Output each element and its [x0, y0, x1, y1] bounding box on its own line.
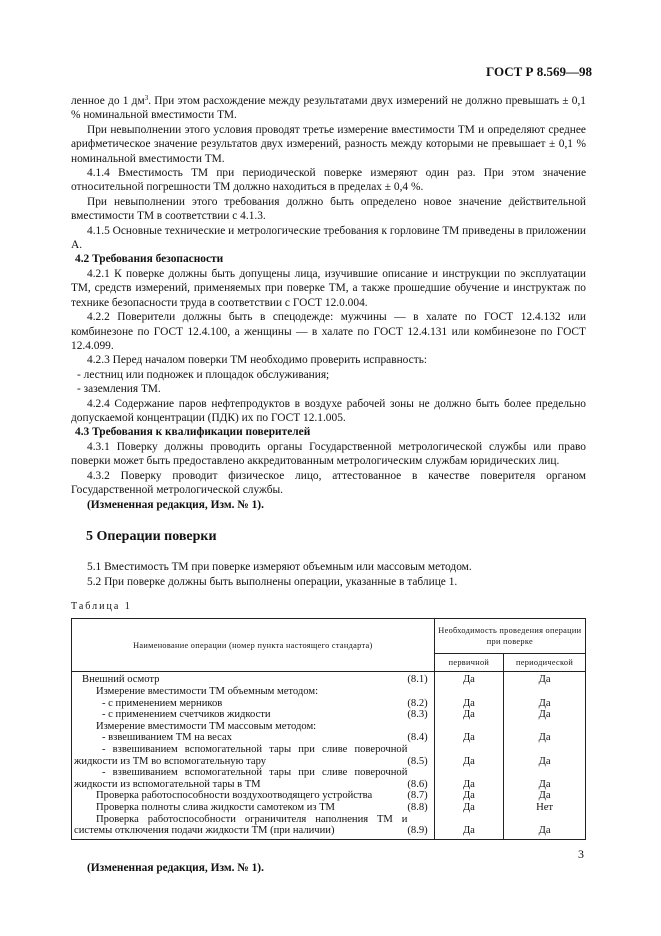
- clause-reference: (8.9): [407, 814, 434, 840]
- periodic-value: Да: [504, 698, 586, 710]
- operation-name: [72, 721, 408, 733]
- primary-value: [434, 686, 503, 698]
- periodic-value: Нет: [504, 802, 586, 814]
- paragraph-text: 4.3 Требования к квалификации поверителей: [75, 426, 311, 439]
- clause-reference: (8.8): [407, 801, 428, 813]
- periodic-value: Да: [504, 767, 586, 790]
- periodic-value: Да: [504, 790, 586, 802]
- paragraph: [71, 368, 586, 382]
- header-primary: первичной: [434, 654, 503, 672]
- periodic-value: Да: [504, 709, 586, 721]
- table-caption: Таблица 1: [71, 601, 132, 612]
- header-operation-name: Наименование операции (номер пункта настоящего стандарта): [72, 619, 435, 672]
- operation-name-text: Проверка работоспособности ограничителя наполнения ТМ и системы отключения подачи жидкости ТМ (при наличии): [74, 813, 408, 837]
- table-row: [72, 686, 586, 698]
- operation-name: [72, 744, 408, 767]
- paragraph-text: 4.3.2 Поверку проводит физическое лицо, аттестованное в качестве поверителя органом Государственной метрологической службы.: [71, 469, 586, 496]
- operations-table: [71, 618, 586, 839]
- clause-reference: (8.3): [407, 709, 428, 721]
- operation-name: [72, 732, 408, 744]
- paragraph: [71, 397, 586, 426]
- paragraph-text: - лестниц или подножек и площадок обслуживания;: [77, 368, 330, 381]
- operation-name-text: - взвешиванием вспомогательной тары при сливе поверочной жидкости из вспомогательной тары в ТМ: [74, 767, 408, 790]
- operation-name-text: Внешний осмотр: [82, 674, 160, 686]
- operation-name-text: Измерение вместимости ТМ массовым методом:: [96, 720, 317, 732]
- table-body: [72, 672, 586, 839]
- table-row: [72, 698, 586, 710]
- primary-value: Да: [434, 790, 503, 802]
- primary-value: Да: [434, 744, 503, 767]
- paragraph: [71, 382, 586, 396]
- paragraph-5-2: 5.2 При поверке должны быть выполнены операции, указанные в таблице 1.: [87, 575, 458, 588]
- primary-value: Да: [434, 698, 503, 710]
- clause-reference: [407, 686, 434, 698]
- section-5-title: 5 Операции поверки: [86, 528, 217, 544]
- paragraph: [71, 123, 586, 166]
- operation-name-text: - взвешиванием ТМ на весах: [102, 732, 232, 744]
- paragraph: [71, 252, 586, 266]
- paragraph-text: 4.1.5 Основные технические и метрологические требования к горловине ТМ приведены в приложении А.: [71, 224, 586, 252]
- paragraph: [71, 498, 586, 512]
- operation-name: [72, 709, 408, 721]
- clause-reference: (8.5): [407, 755, 428, 767]
- table-row: [72, 814, 586, 840]
- table-row: [72, 672, 586, 686]
- operation-name-text: - взвешиванием вспомогательной тары при сливе поверочной жидкости из ТМ во вспомогательную тару: [74, 743, 408, 767]
- paragraph-text: (Измененная редакция, Изм. № 1).: [87, 499, 264, 512]
- operation-name: [72, 767, 408, 790]
- operation-name-text: - с применением мерников: [102, 697, 223, 709]
- paragraph-text-cont: . При этом расхождение между результатами двух измерений не должно превышать ± 0,1 % номинальной вместимости ТМ.: [71, 95, 587, 122]
- clause-reference: (8.4): [407, 732, 428, 744]
- paragraph-text: При невыполнении этого условия проводят третье измерение вместимости ТМ и определяют среднее арифметическое значение результатов двух измерений, разность между которыми не превышает ± 0,1 % номинальной вместимости ТМ.: [71, 123, 586, 165]
- paragraph: [71, 224, 586, 253]
- primary-value: [434, 721, 503, 733]
- clause-reference: (8.7): [407, 790, 428, 802]
- clause-reference: [407, 721, 434, 733]
- paragraph-text: 4.2.1 К поверке должны быть допущены лица, изучившие описание и инструкции по эксплуатации ТМ, средств измерений, применяемых при поверке ТМ, а также прошедшие обучение и инструктаж по технике безопасности труда в соответствии с ГОСТ 12.0.004.: [71, 267, 586, 309]
- operation-name: [72, 802, 408, 814]
- paragraph: [71, 353, 586, 367]
- primary-value: Да: [434, 767, 503, 790]
- operation-name-text: - с применением счетчиков жидкости: [102, 709, 271, 721]
- header-necessity: Необходимость проведения операции при поверке: [434, 619, 585, 654]
- document-header: ГОСТ Р 8.569—98: [486, 64, 592, 79]
- paragraph-5-1: 5.1 Вместимость ТМ при поверке измеряют объемным или массовым методом.: [87, 561, 472, 574]
- table-row: [72, 790, 586, 802]
- paragraph-text: ленное до 1 дм: [71, 95, 145, 107]
- operation-name: [72, 698, 408, 710]
- table-row: [72, 732, 586, 744]
- amendment-note: (Измененная редакция, Изм. № 1).: [87, 861, 264, 874]
- periodic-value: [504, 721, 586, 733]
- paragraph: [71, 195, 586, 224]
- table-row: [72, 744, 586, 767]
- header-periodic: периодической: [504, 654, 586, 672]
- paragraph-text: 4.1.4 Вместимость ТМ при периодической поверке измеряют один раз. При этом значение относительной погрешности ТМ должно находиться в пределах ± 0,4 %.: [71, 167, 586, 194]
- table-row: [72, 767, 586, 790]
- paragraph: [71, 469, 586, 498]
- operation-name: [72, 814, 408, 840]
- section-4-text: [71, 94, 586, 513]
- periodic-value: Да: [504, 732, 586, 744]
- superscript: 3: [144, 94, 149, 102]
- primary-value: Да: [434, 709, 503, 721]
- periodic-value: Да: [504, 672, 586, 686]
- paragraph-text: 4.2.4 Содержание паров нефтепродуктов в воздухе рабочей зоны не должно быть более предельно допускаемой концентрации (ПДК) их по ГОСТ 12.1.005.: [71, 397, 586, 424]
- page-content: [71, 94, 586, 875]
- table-row: [72, 721, 586, 733]
- operation-name-text: Проверка работоспособности воздухоотводящего устройства: [96, 790, 373, 802]
- paragraph: [71, 310, 586, 353]
- operation-name: [72, 672, 408, 686]
- operation-name: [72, 790, 408, 802]
- paragraph: [71, 166, 586, 195]
- paragraph-text: При невыполнении этого требования должно быть определено новое значение действительной вместимости ТМ в соответствии с 4.1.3.: [71, 195, 586, 223]
- paragraph-text: 4.3.1 Поверку должны проводить органы Государственной метрологической службы или право поверки может быть предоставлено аккредитованным метрологическим службам юридических лиц.: [71, 440, 586, 468]
- paragraph: [71, 440, 586, 469]
- periodic-value: Да: [504, 814, 586, 840]
- periodic-value: Да: [504, 744, 586, 767]
- paragraph-text: 4.2.3 Перед началом поверки ТМ необходимо проверить исправность:: [87, 354, 428, 367]
- clause-reference: (8.2): [407, 697, 428, 709]
- paragraph: [71, 94, 586, 123]
- table-row: [72, 802, 586, 814]
- paragraph-text: - заземления ТМ.: [77, 383, 161, 396]
- paragraph: [71, 425, 586, 439]
- primary-value: Да: [434, 814, 503, 840]
- clause-reference: (8.6): [407, 778, 428, 790]
- clause-reference: (8.1): [407, 674, 428, 686]
- periodic-value: [504, 686, 586, 698]
- primary-value: Да: [434, 732, 503, 744]
- table-row: [72, 709, 586, 721]
- page-number: 3: [578, 847, 584, 861]
- primary-value: Да: [434, 672, 503, 686]
- operation-name-text: Измерение вместимости ТМ объемным методом:: [96, 686, 319, 697]
- paragraph: [71, 267, 586, 310]
- primary-value: Да: [434, 802, 503, 814]
- paragraph-text: 4.2 Требования безопасности: [75, 253, 224, 266]
- paragraph-text: 4.2.2 Поверители должны быть в спецодежде: мужчины — в халате по ГОСТ 12.4.132 или комбинезоне по ГОСТ 12.4.100, а женщины — в халате по ГОСТ 12.4.131 или комбинезоне по ГОСТ 12.4.099.: [71, 311, 586, 352]
- operation-name: [72, 686, 408, 698]
- operation-name-text: Проверка полноты слива жидкости самотеком из ТМ: [96, 801, 335, 813]
